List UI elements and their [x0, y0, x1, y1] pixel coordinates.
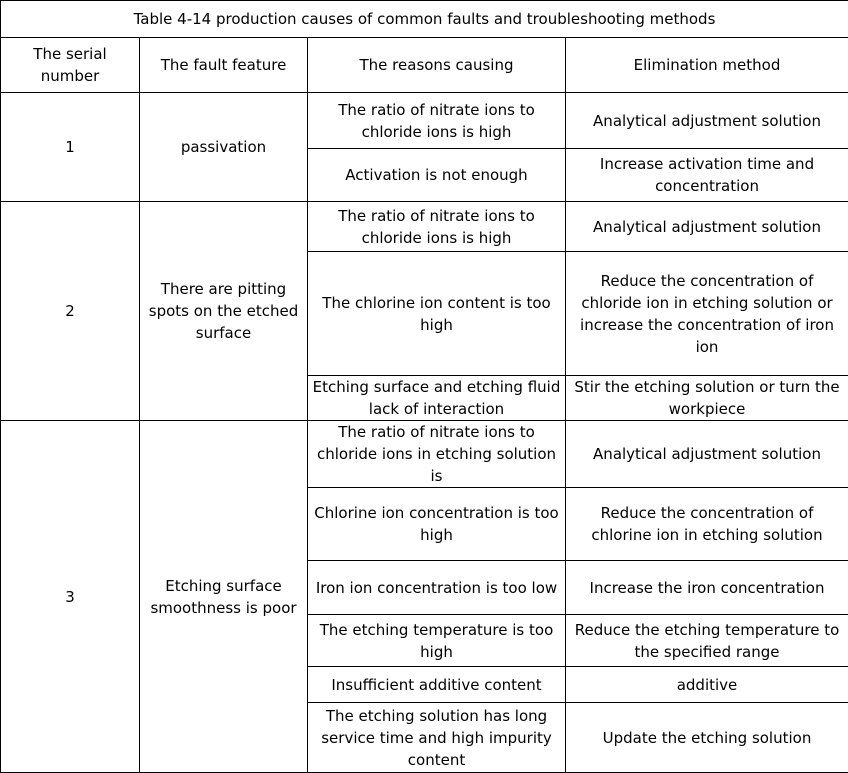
- method-cell: Update the etching solution: [566, 703, 848, 773]
- reason-cell: Etching surface and etching fluid lack of interaction: [308, 376, 566, 421]
- serial-number-cell: 1: [1, 93, 140, 202]
- reason-cell: The ratio of nitrate ions to chloride ions is high: [308, 202, 566, 252]
- reason-cell: The ratio of nitrate ions to chloride ions in etching solution is: [308, 421, 566, 488]
- reason-cell: The chlorine ion content is too high: [308, 252, 566, 376]
- header-elimination-method: Elimination method: [566, 38, 848, 93]
- method-cell: Analytical adjustment solution: [566, 93, 848, 149]
- method-cell: Reduce the concentration of chlorine ion in etching solution: [566, 488, 848, 561]
- fault-feature-cell: passivation: [140, 93, 308, 202]
- reason-cell: The ratio of nitrate ions to chloride ions is high: [308, 93, 566, 149]
- method-cell: Reduce the etching temperature to the specified range: [566, 615, 848, 667]
- fault-feature-cell: There are pitting spots on the etched surface: [140, 202, 308, 421]
- header-row: [1, 38, 848, 93]
- table-title: Table 4-14 production causes of common faults and troubleshooting methods: [1, 1, 848, 38]
- reason-cell: Activation is not enough: [308, 149, 566, 202]
- header-serial-number: The serial number: [1, 38, 140, 93]
- reason-cell: Chlorine ion concentration is too high: [308, 488, 566, 561]
- serial-number-cell: 2: [1, 202, 140, 421]
- reason-cell: Iron ion concentration is too low: [308, 561, 566, 615]
- header-reasons: The reasons causing: [308, 38, 566, 93]
- reason-cell: Insufficient additive content: [308, 667, 566, 703]
- method-cell: Stir the etching solution or turn the workpiece: [566, 376, 848, 421]
- fault-feature-cell: Etching surface smoothness is poor: [140, 421, 308, 773]
- table-row: [1, 421, 848, 488]
- header-fault-feature: The fault feature: [140, 38, 308, 93]
- method-cell: Increase activation time and concentration: [566, 149, 848, 202]
- reason-cell: The etching solution has long service time and high impurity content: [308, 703, 566, 773]
- method-cell: Analytical adjustment solution: [566, 202, 848, 252]
- serial-number-cell: 3: [1, 421, 140, 773]
- reason-cell: The etching temperature is too high: [308, 615, 566, 667]
- method-cell: Increase the iron concentration: [566, 561, 848, 615]
- method-cell: Reduce the concentration of chloride ion in etching solution or increase the concentration of iron ion: [566, 252, 848, 376]
- method-cell: additive: [566, 667, 848, 703]
- table-row: [1, 202, 848, 252]
- title-row: [1, 1, 848, 38]
- method-cell: Analytical adjustment solution: [566, 421, 848, 488]
- table-row: [1, 93, 848, 149]
